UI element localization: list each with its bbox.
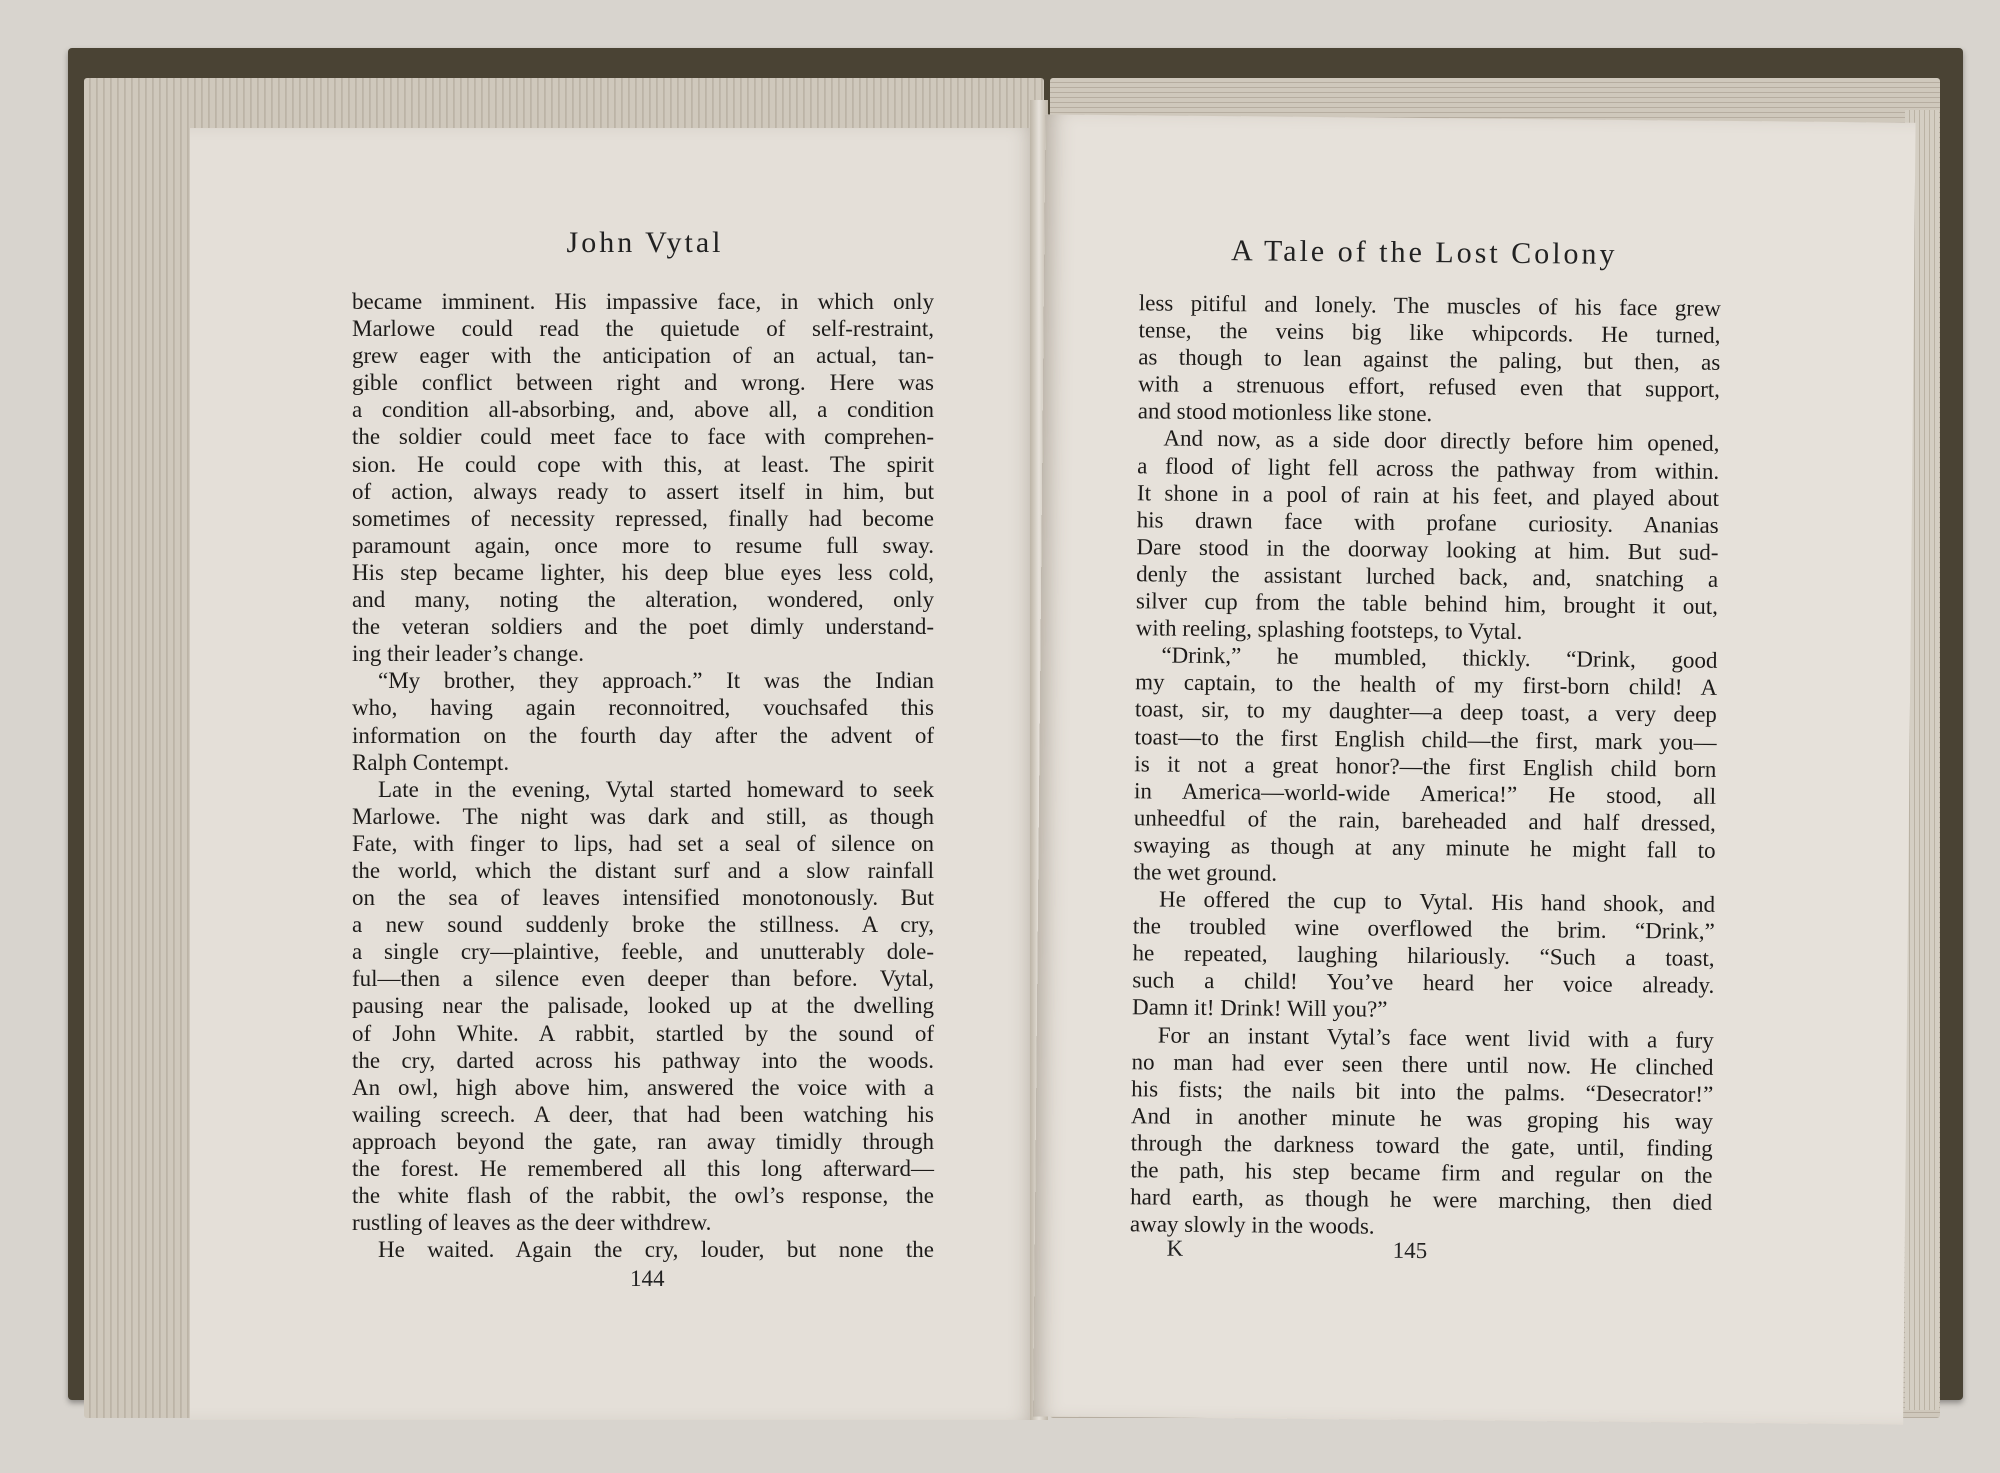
- text-line: the veteran soldiers and the poet dimly understand-: [352, 614, 934, 640]
- text-line: Ralph Contempt.: [352, 749, 510, 775]
- text-line: my captain, to the health of my first-born child! A: [1135, 669, 1718, 701]
- text-line: such a child! You’ve heard her voice already.: [1132, 967, 1715, 999]
- left-running-head: John Vytal: [566, 226, 724, 259]
- left-page-number: 144: [630, 1266, 665, 1291]
- text-line: information on the fourth day after the advent of: [352, 722, 934, 748]
- text-line: the world, which the distant surf and a slow rainfall: [352, 857, 934, 883]
- text-line: “Drink,” he mumbled, thickly. “Drink, good: [1161, 642, 1718, 674]
- text-line: the wet ground.: [1133, 859, 1278, 886]
- text-line: no man had ever seen there until now. He clinched: [1131, 1048, 1714, 1080]
- text-line: sion. He could cope with this, at least. The spirit: [352, 451, 934, 477]
- text-line: the white flash of the rabbit, the owl’s response, the: [352, 1183, 934, 1209]
- text-line: He offered the cup to Vytal. His hand shook, and: [1158, 886, 1716, 917]
- text-line: the path, his step became firm and regular on the: [1130, 1157, 1713, 1188]
- right-running-head: A Tale of the Lost Colony: [1230, 234, 1618, 271]
- right-page-number: 145: [1392, 1237, 1428, 1264]
- text-line: with a strenuous effort, refused even that support,: [1137, 371, 1721, 403]
- text-line: “My brother, they approach.” It was the Indian: [378, 668, 934, 694]
- text-line: he repeated, laughing hilariously. “Such a toast,: [1132, 940, 1715, 972]
- text-line: his drawn face with profane curiosity. Ananias: [1136, 507, 1719, 538]
- text-line: of action, always ready to assert itself in him, but: [352, 478, 934, 504]
- text-line: of John White. A rabbit, startled by the sound of: [352, 1020, 934, 1046]
- text-line: sometimes of necessity repressed, finally had become: [352, 505, 934, 531]
- text-line: a single cry—plaintive, feeble, and unutterably dole-: [352, 939, 934, 965]
- text-line: as though to lean against the paling, but then, as: [1138, 344, 1721, 376]
- text-line: with reeling, splashing footsteps, to Vytal.: [1135, 615, 1523, 645]
- text-line: toast, sir, to my daughter—a deep toast, a very deep: [1134, 696, 1717, 728]
- text-line: through the darkness toward the gate, until, finding: [1130, 1130, 1713, 1161]
- text-line: tense, the veins big like whipcords. He turned,: [1138, 317, 1721, 348]
- text-line: ing their leader’s change.: [352, 641, 585, 667]
- text-line: gible conflict between right and wrong. Here was: [352, 370, 934, 396]
- text-line: And in another minute he was groping his way: [1130, 1103, 1714, 1134]
- text-line: a condition all-absorbing, and, above all, a condition: [352, 397, 934, 423]
- text-line: a flood of light fell across the pathway from within.: [1137, 452, 1720, 484]
- text-line: toast—to the first English child—the first, mark you—: [1134, 723, 1717, 755]
- text-line: unheedful of the rain, bareheaded and half dressed,: [1133, 805, 1716, 836]
- text-line: grew eager with the anticipation of an actual, tan-: [352, 343, 934, 369]
- text-line: in America—world-wide America!” He stood, all: [1133, 777, 1717, 809]
- text-line: swaying as though at any minute he might fall to: [1133, 832, 1716, 863]
- text-line: Dare stood in the doorway looking at him. But sud-: [1136, 534, 1719, 565]
- text-line: For an instant Vytal’s face went livid with a fury: [1157, 1022, 1714, 1053]
- text-line: ful—then a silence even deeper than before. Vytal,: [352, 966, 934, 992]
- text-line: away slowly in the woods.: [1129, 1211, 1375, 1239]
- text-line: Damn it! Drink! Will you?”: [1131, 994, 1388, 1023]
- text-line: the cry, darted across his pathway into the woods.: [352, 1047, 934, 1073]
- text-line: It shone in a pool of rain at his feet, and played about: [1136, 479, 1720, 511]
- text-line: and stood motionless like stone.: [1137, 398, 1433, 427]
- text-line: Marlowe could read the quietude of self-restraint,: [352, 316, 934, 342]
- text-line: hard earth, as though he were marching, then died: [1130, 1184, 1713, 1215]
- text-line: His step became lighter, his deep blue eyes less cold,: [352, 559, 934, 585]
- text-line: Late in the evening, Vytal started homeward to seek: [378, 776, 934, 802]
- text-line: Marlowe. The night was dark and still, as though: [352, 803, 934, 829]
- text-line: the soldier could meet face to face with comprehen-: [352, 424, 934, 450]
- text-line: on the sea of leaves intensified monotonously. But: [352, 885, 934, 911]
- text-line: is it not a great honor?—the first English child born: [1134, 750, 1717, 782]
- text-line: who, having again reconnoitred, vouchsafed this: [352, 695, 934, 721]
- text-line: became imminent. His impassive face, in which only: [352, 289, 934, 314]
- text-line: He waited. Again the cry, louder, but none the: [378, 1237, 934, 1263]
- text-line: silver cup from the table behind him, brought it out,: [1135, 588, 1719, 619]
- text-line: An owl, high above him, answered the voice with a: [352, 1074, 934, 1100]
- signature-mark: K: [1166, 1235, 1184, 1261]
- text-line: rustling of leaves as the deer withdrew.: [352, 1210, 712, 1236]
- text-line: paramount again, once more to resume full sway.: [352, 532, 934, 558]
- text-line: pausing near the palisade, looked up at the dwelling: [352, 993, 934, 1019]
- text-line: the forest. He remembered all this long afterward—: [352, 1156, 934, 1181]
- text-line: the troubled wine overflowed the brim. “Drink,”: [1132, 913, 1715, 944]
- text-line: a new sound suddenly broke the stillness. A cry,: [352, 912, 934, 938]
- text-line: Fate, with finger to lips, had set a seal of silence on: [352, 830, 934, 856]
- text-line: denly the assistant lurched back, and, snatching a: [1136, 561, 1719, 592]
- text-line: approach beyond the gate, ran away timidly through: [352, 1128, 934, 1154]
- text-line: and many, noting the alteration, wondered, only: [352, 587, 934, 613]
- text-line: less pitiful and lonely. The muscles of his face grew: [1138, 290, 1721, 321]
- text-line: And now, as a side door directly before him opened,: [1163, 425, 1720, 457]
- text-line: his fists; the nails bit into the palms. “Desecrator!”: [1131, 1075, 1714, 1107]
- right-page-body: [1130, 289, 1721, 1243]
- text-line: wailing screech. A deer, that had been watching his: [352, 1101, 934, 1127]
